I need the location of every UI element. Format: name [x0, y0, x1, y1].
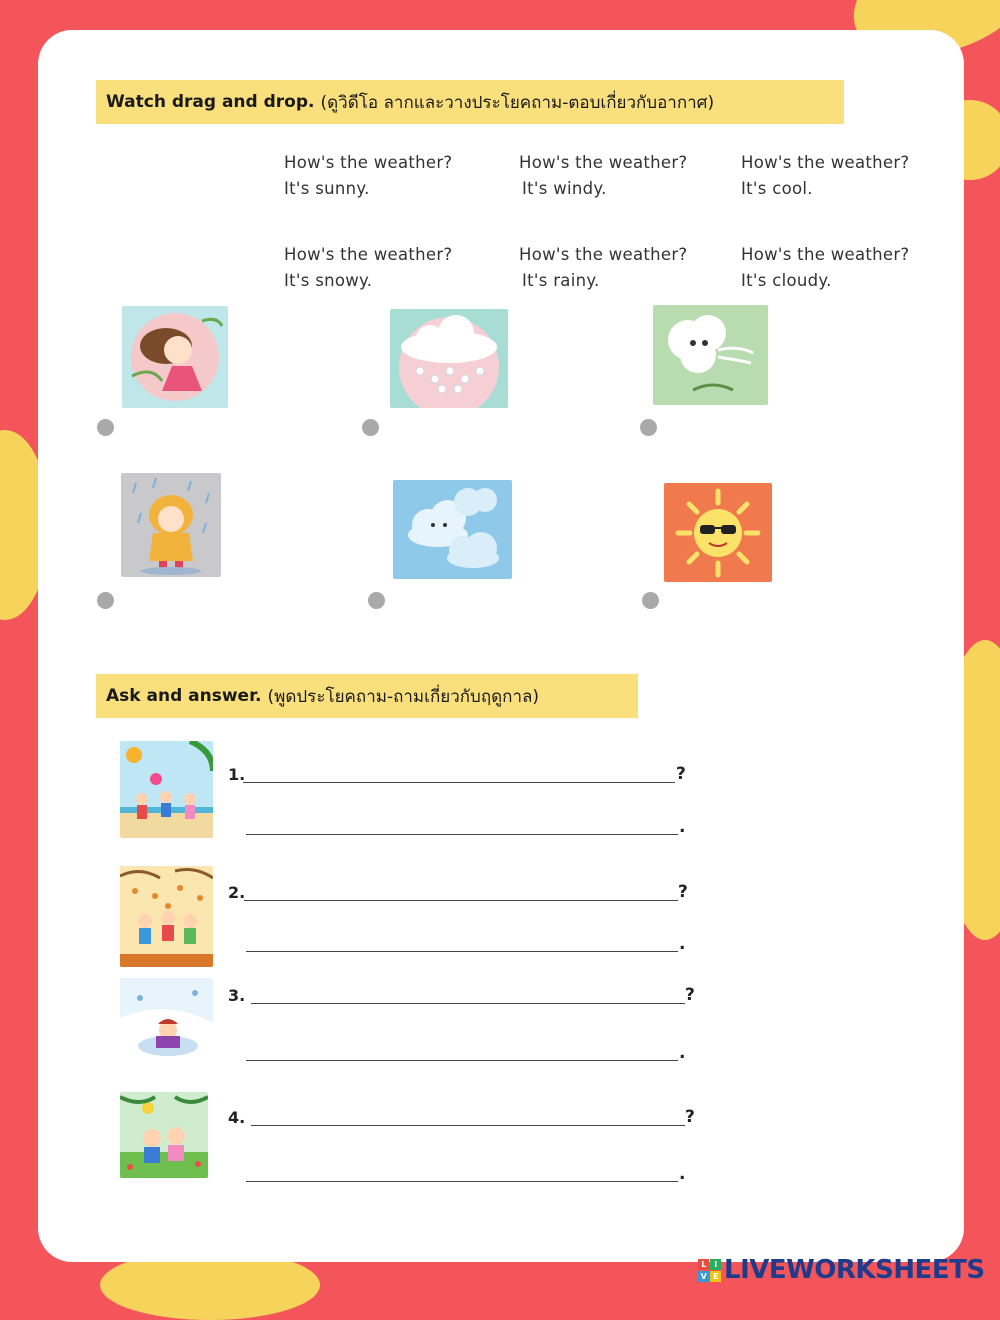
winter-sled-icon [120, 978, 213, 1070]
item1-answer-field[interactable] [246, 834, 678, 835]
item1-question-field[interactable] [243, 782, 675, 783]
item2-period: . [679, 934, 686, 954]
section2-title-thai: (พูดประโยคถาม-ถามเกี่ยวกับฤดูกาล) [267, 686, 540, 707]
worksheet-page [38, 30, 964, 1262]
drop-target-5[interactable] [368, 592, 385, 609]
section1-banner [96, 80, 844, 124]
sentence-snowy[interactable]: How's the weather? It's snowy. [284, 245, 453, 290]
liveworksheets-logo[interactable] [698, 1255, 985, 1285]
rain-girl-icon [121, 473, 221, 577]
item1-number: 1. [228, 765, 246, 784]
item3-period: . [679, 1043, 686, 1063]
sentence-sunny[interactable]: How's the weather? It's sunny. [284, 153, 453, 198]
item4-number: 4. [228, 1108, 246, 1127]
drop-target-6[interactable] [642, 592, 659, 609]
item4-question-mark: ? [685, 1107, 695, 1127]
drop-target-1[interactable] [97, 419, 114, 436]
sentence-cloudy[interactable]: How's the weather? It's cloudy. [741, 245, 910, 290]
drop-target-2[interactable] [362, 419, 379, 436]
item3-question-mark: ? [685, 985, 695, 1005]
item4-question-field[interactable] [251, 1125, 685, 1126]
section2-title-bold: Ask and answer. [106, 686, 262, 706]
item3-question-field[interactable] [251, 1003, 685, 1004]
snow-cloud-icon [390, 309, 508, 408]
item2-question-mark: ? [678, 882, 688, 902]
drop-target-4[interactable] [97, 592, 114, 609]
spring-kids-icon [120, 1092, 208, 1178]
item1-period: . [679, 817, 686, 837]
section2-banner [96, 674, 638, 718]
item1-question-mark: ? [676, 764, 686, 784]
sentence-cool[interactable]: How's the weather? It's cool. [741, 153, 910, 198]
windy-girl-icon [122, 306, 228, 408]
section1-title-thai: (ดูวิดีโอ ลากและวางประโยคถาม-ตอบเกี่ยวกับอากาศ) [320, 92, 715, 113]
item3-answer-field[interactable] [246, 1060, 678, 1061]
clouds-icon [393, 480, 512, 579]
sentence-windy[interactable]: How's the weather? It's windy. [519, 153, 688, 198]
summer-beach-icon [120, 741, 213, 838]
item4-answer-field[interactable] [246, 1181, 678, 1182]
autumn-kids-icon [120, 866, 213, 967]
drop-target-3[interactable] [640, 419, 657, 436]
logo-blocks-icon: L I V E [698, 1259, 721, 1282]
logo-text: LIVEWORKSHEETS [724, 1255, 985, 1285]
blowing-cloud-icon [653, 305, 768, 405]
section1-title-bold: Watch drag and drop. [106, 92, 315, 112]
sun-sunglasses-icon [664, 483, 772, 582]
sentence-rainy[interactable]: How's the weather? It's rainy. [519, 245, 688, 290]
item4-period: . [679, 1164, 686, 1184]
item2-number: 2. [228, 883, 246, 902]
item3-number: 3. [228, 986, 246, 1005]
item2-question-field[interactable] [244, 900, 678, 901]
item2-answer-field[interactable] [246, 951, 678, 952]
